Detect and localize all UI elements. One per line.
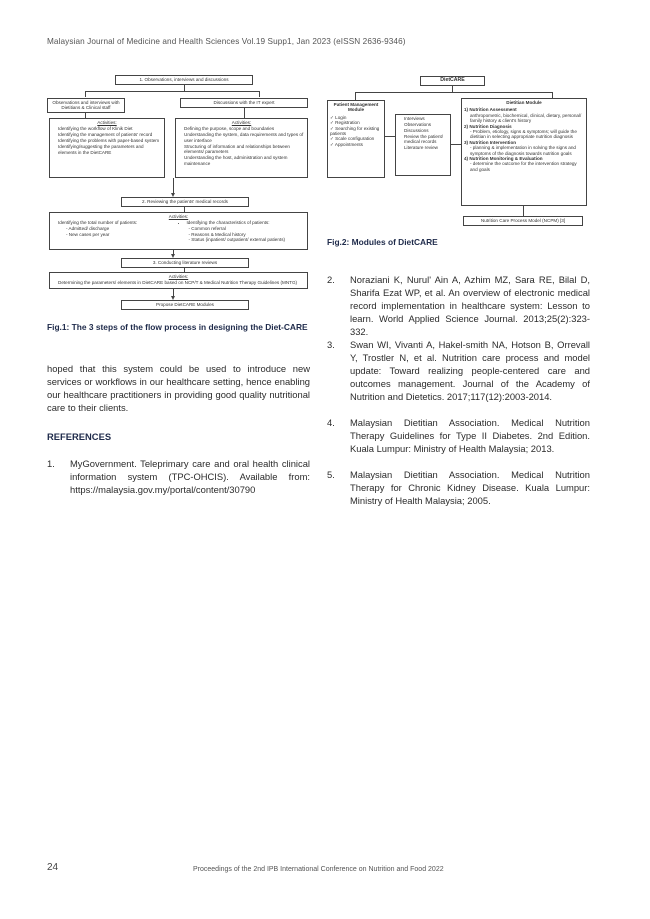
step3-box: 3. Conducting literature reviews xyxy=(121,258,249,268)
step2-activities: Activities: • Identifying the total number of patients: - Admitted/ discharge - New cases per year • Identifying the characteristics of patients: - Common referral - Reasons & Medical history - Status (inpatient/ outpatient/ external patients) xyxy=(49,212,308,250)
figure-2-caption: Fig.2: Modules of DietCARE xyxy=(327,237,438,247)
figure-2-diagram xyxy=(327,74,589,234)
observations-box: Observations and interviews with Dietitians & Clinical staff xyxy=(47,98,125,113)
step2-box: 2. Reviewing the patients' medical records xyxy=(121,197,249,207)
pm-item: ✓ Searching for existing patients xyxy=(330,125,380,137)
figure-1-caption: Fig.1: The 3 steps of the flow process in designing the Diet-CARE xyxy=(47,322,308,332)
research-methods-box: • Interviews • Observations • Discussions • Review the patient/ medical records • Literature review xyxy=(395,114,451,176)
body-paragraph: hoped that this system could be used to introduce new services or workflows in our healthcare setting, hence enabling our healthcare practitioners in providing good quality nutritional care to their clients. xyxy=(47,363,310,414)
pm-item: ✓ Registration xyxy=(330,120,360,126)
reference-item: 3. Swan WI, Vivanti A, Hakel-smith NA, Hotson B, Orrevall Y, Trostler N, et al. Nutrition care process and model update: Toward realizing people-centered care and outcomes management. Journal of the Academy of Nutrition and Dietetics. 2017;117(12):2003-2014. xyxy=(327,339,590,403)
running-header: Malaysian Journal of Medicine and Health Sciences Vol.19 Supp1, Jan 2023 (eISSN 2636-9346) xyxy=(47,37,406,46)
step1-left-activities: Activities: • Identifying the workflow of Klinik Diet • Identifying the management of patients' record • Identifying the problems with paper-based system • Identifying/suggesting the parameters and elements in the DietCARE xyxy=(49,118,165,178)
reference-item: 2. Noraziani K, Nurul' Ain A, Azhim MZ, Sara RE, Bilal D, Sharifa Ezat WP, et al. An overview of electronic medical record implementation in healthcare system: Lesson to learn. World Applied Science Journal. 2013;25(2):323-332. xyxy=(327,274,590,338)
references-heading: REFERENCES xyxy=(47,431,112,442)
dietitian-module: Dietitian Module 1) Nutrition Assessment anthropometric, biochemical, clinical, dietary, personal/ family history & client's history 2) Nutrition Diagnosis - Problem, etiology, signs & symptoms; will guide the dietitian in selecting appropriate nutrition diagnosis 3) Nutrition Intervention - planning & implementation in solving the signs and symptoms of the diagnosis towards nutrition goals 4) Nutrition Monitoring & Evaluation - determine the outcome for the intervention strategy and goals xyxy=(461,98,587,206)
dietcare-root-box: DietCARE xyxy=(420,76,485,86)
reference-item: 1. MyGovernment. Teleprimary care and oral health clinical information system (TPC-OHCIS). Available from: https://malaysia.gov.my/portal/content/30790 xyxy=(47,458,310,496)
step1-box: 1. Observations, interviews and discussions xyxy=(115,75,253,85)
pm-item: ✓ Scale configuration xyxy=(330,136,375,142)
ncpm-box: Nutrition Care Process Model (NCPM) [3] xyxy=(463,216,583,226)
reference-item: 4. Malaysian Dietitian Association. Medical Nutrition Therapy Guidelines for Type II Diabetes. 2nd Edition. Kuala Lumpur: Ministry of Health Malaysia; 2013. xyxy=(327,417,590,455)
step1-right-activities: Activities: • Defining the purpose, scope and boundaries • Understanding the system, data requirements and types of user interface • Structuring of information and relationships between elements/ parameters • Understanding the host, administration and system maintenance xyxy=(175,118,308,178)
step3-activities: Activities: • Determining the parameters/ elements in DietCARE based on NCP/T & Medical Nutrition Therapy Guidelines (MNTG) xyxy=(49,272,308,289)
patient-management-module: Patient Management Module ✓ Login ✓ Registration ✓ Searching for existing patients ✓ Scale configuration ✓ Appointments xyxy=(327,100,385,178)
pm-item: ✓ Appointments xyxy=(330,141,363,147)
reference-item: 5. Malaysian Dietitian Association. Medical Nutrition Therapy for Chronic Kidney Disease. Kuala Lumpur: Ministry of Health Malaysia; 2005. xyxy=(327,469,590,507)
page-number: 24 xyxy=(47,862,59,873)
footer-conference: Proceedings of the 2nd IPB International Conference on Nutrition and Food 2022 xyxy=(193,866,444,873)
discussions-box: Discussions with the IT expert xyxy=(180,98,308,108)
figure-1-flowchart xyxy=(47,72,309,317)
final-box: Propose DietCARE Modules xyxy=(121,300,249,310)
pm-item: ✓ Login xyxy=(330,114,347,120)
